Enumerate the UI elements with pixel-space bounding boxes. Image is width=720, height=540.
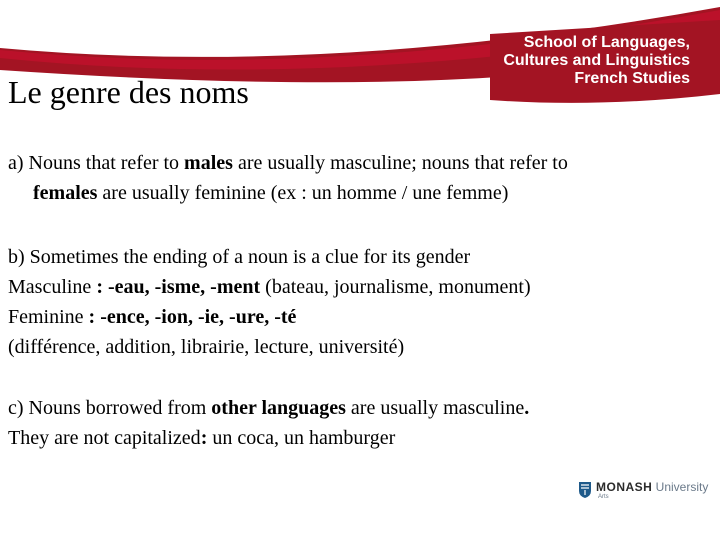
logo-university: University xyxy=(652,480,709,494)
section-a-line-1 xyxy=(8,148,708,178)
monash-shield-icon xyxy=(578,481,592,499)
text: They are not capitalized xyxy=(8,427,201,449)
school-name xyxy=(503,34,690,88)
section-c-line-1 xyxy=(8,393,708,423)
text: a) Nouns that refer to xyxy=(8,152,185,174)
bold-females: females xyxy=(33,182,98,204)
logo-text xyxy=(596,480,708,501)
section-c xyxy=(8,393,708,453)
section-a-line-2 xyxy=(8,178,708,208)
feminine-label: Feminine xyxy=(8,306,89,328)
bold-males: males xyxy=(184,152,233,174)
school-line-3: French Studies xyxy=(574,70,690,87)
text: c) Nouns borrowed from xyxy=(8,397,212,419)
text: are usually feminine (ex : un homme / une femme) xyxy=(97,182,509,204)
feminine-examples-line: (différence, addition, librairie, lecture, université) xyxy=(8,336,405,358)
text: are usually masculine xyxy=(345,397,525,419)
section-b xyxy=(8,242,708,362)
masculine-examples: (bateau, journalisme, monument) xyxy=(260,276,531,298)
logo-brand xyxy=(596,480,708,494)
text: un coca, un hamburger xyxy=(207,427,396,449)
section-a xyxy=(8,148,708,208)
school-line-1: School of Languages, xyxy=(523,34,690,51)
bold-period: . xyxy=(524,397,530,419)
logo-monash: MONASH xyxy=(596,480,653,494)
logo-faculty: Arts xyxy=(598,494,609,500)
slide-body xyxy=(8,148,708,453)
text: are usually masculine; nouns that refer to xyxy=(232,152,568,174)
feminine-endings-line xyxy=(8,302,708,332)
masculine-endings-line xyxy=(8,272,708,302)
masculine-endings: : -eau, -isme, -ment xyxy=(96,276,261,298)
slide-title: Le genre des noms xyxy=(8,74,249,110)
bold-other-languages: other languages xyxy=(211,397,346,419)
section-b-line-1: b) Sometimes the ending of a noun is a clue for its gender xyxy=(8,246,471,268)
feminine-endings: : -ence, -ion, -ie, -ure, -té xyxy=(88,306,297,328)
bold-colon: : xyxy=(200,427,208,449)
monash-logo xyxy=(578,480,708,504)
section-c-line-2 xyxy=(8,423,708,453)
school-line-2: Cultures and Linguistics xyxy=(503,52,690,69)
masculine-label: Masculine xyxy=(8,276,97,298)
